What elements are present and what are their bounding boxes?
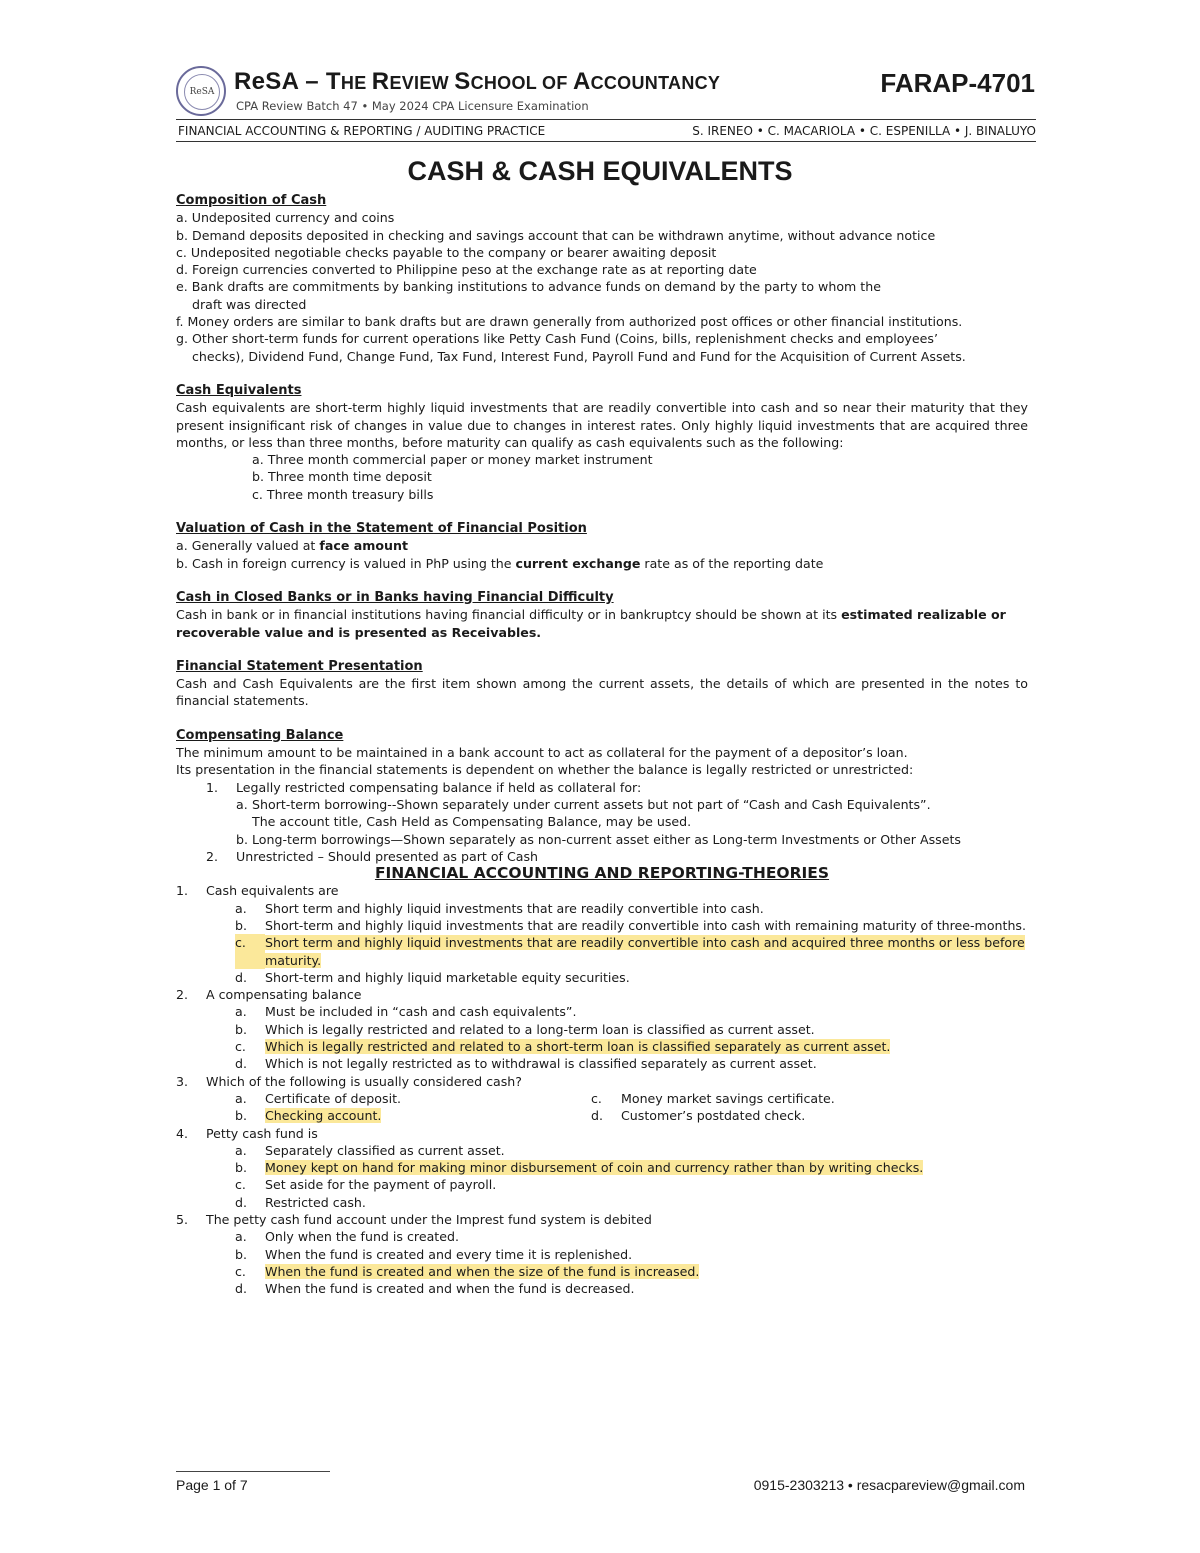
question-4: 4. Petty cash fund is [176,1125,318,1141]
option: d. Customer’s postdated check. [591,1108,806,1124]
section-heading-valuation: Valuation of Cash in the Statement of Financial Position [176,521,587,537]
list-item: 2. Unrestricted – Should presented as part of Cash [206,848,539,864]
option-answer: b. Money kept on hand for making minor disbursement of coin and currency rather than by writing checks. [235,1160,924,1176]
option: d. When the fund is created and when the fund is decreased. [235,1281,635,1297]
option: b. Which is legally restricted and related to a long-term loan is classified as current asset. [235,1021,815,1037]
question-3: 3. Which of the following is usually considered cash? [176,1073,522,1089]
option: b. When the fund is created and every time it is replenished. [235,1246,633,1262]
option: b. Short-term and highly liquid investments that are readily convertible into cash with remaining maturity of three-months. [235,917,1026,933]
valuation-item-b: b. Cash in foreign currency is valued in PhP using the current exchange rate as of the reporting date [176,555,824,571]
list-item: c. Undeposited negotiable checks payable to the company or bearer awaiting deposit [176,244,717,260]
list-item: c. Three month treasury bills [252,486,434,502]
authors-line: S. IRENEO • C. MACARIOLA • C. ESPENILLA • J. BINALUYO [692,124,1036,138]
list-item: b. Long-term borrowings—Shown separately as non-current asset either as Long-term Investments or Other Assets [236,831,961,847]
compensating-line2: Its presentation in the financial statements is dependent on whether the balance is legally restricted or unrestricted: [176,762,914,778]
page-number: Page 1 of 7 [176,1477,248,1493]
option: d. Restricted cash. [235,1194,366,1210]
option: d. Short-term and highly liquid marketable equity securities. [235,969,630,985]
option: a. Must be included in “cash and cash equivalents”. [235,1004,577,1020]
option: a. Separately classified as current asset. [235,1142,505,1158]
closed-banks-text: Cash in bank or in financial institutions having financial difficulty or in bankruptcy should be shown at its estimated realizable or recoverable value and is presented as Receivables. [176,607,1006,640]
option-answer: b. Checking account. [235,1108,382,1124]
section-heading-equivalents: Cash Equivalents [176,382,302,398]
question-2: 2. A compensating balance [176,987,362,1003]
batch-subtitle: CPA Review Batch 47 • May 2024 CPA Licensure Examination [236,99,589,113]
section-heading-presentation: Financial Statement Presentation [176,658,423,674]
option: c. Money market savings certificate. [591,1090,835,1106]
content [176,192,1028,1298]
question-5: 5. The petty cash fund account under the Imprest fund system is debited [176,1212,652,1228]
section-heading-closed-banks: Cash in Closed Banks or in Banks having Financial Difficulty [176,589,614,605]
composition-list [176,209,1028,365]
list-item: f. Money orders are similar to bank drafts but are drawn generally from authorized post offices or other financial institutions. [176,314,963,330]
presentation-text: Cash and Cash Equivalents are the first item shown among the current assets, the details of which are presented in the notes to financial statements. [176,676,1028,709]
option: a. Only when the fund is created. [235,1229,459,1245]
valuation-item-a: a. Generally valued at face amount [176,538,408,554]
list-item: g. Other short-term funds for current operations like Petty Cash Fund (Coins, bills, replenishment checks and employees’ checks), Dividend Fund, Change Fund, Tax Fund, Interest Fund, Payroll Fund and Fund for the Acquisition of Current Assets. [176,331,966,364]
header-rule-bottom [176,141,1036,142]
option: c. Set aside for the payment of payroll. [235,1177,497,1193]
subject-line: FINANCIAL ACCOUNTING & REPORTING / AUDITING PRACTICE [178,124,546,138]
option-answer: c. Which is legally restricted and related to a short-term loan is classified separately as current asset. [235,1039,891,1055]
list-item: a. Three month commercial paper or money market instrument [252,452,653,468]
section-heading-compensating: Compensating Balance [176,727,344,743]
school-name: ReSA – THE REVIEW SCHOOL OF ACCOUNTANCY [234,68,721,95]
section-heading-theories: FINANCIAL ACCOUNTING AND REPORTING-THEORIES [374,864,830,883]
list-item: b. Three month time deposit [252,469,432,485]
list-item: b. Demand deposits deposited in checking and savings account that can be withdrawn anytime, without advance notice [176,227,936,243]
compensating-line1: The minimum amount to be maintained in a bank account to act as collateral for the payment of a depositor’s loan. [176,745,908,761]
option: a. Certificate of deposit. [235,1090,402,1106]
resa-logo [176,66,226,116]
list-item: a. Short-term borrowing--Shown separately under current assets but not part of “Cash and Cash Equivalents”. The account title, Cash Held as Compensating Balance, may be used. [236,796,931,830]
resa-logo-text: ReSA [184,74,220,110]
option: d. Which is not legally restricted as to withdrawal is classified separately as current asset. [235,1056,817,1072]
option: a. Short term and highly liquid investments that are readily convertible into cash. [235,900,764,916]
option-answer: c. Short term and highly liquid investments that are readily convertible into cash and acquired three months or less before maturity. [235,935,1025,968]
question-1: 1. Cash equivalents are [176,883,339,899]
section-heading-composition: Composition of Cash [176,193,327,208]
list-item: d. Foreign currencies converted to Philippine peso at the exchange rate as at reporting date [176,262,757,278]
list-item: a. Undeposited currency and coins [176,210,395,226]
option-row [176,1107,1028,1124]
header-rule-top [176,119,1036,120]
document-code: FARAP-4701 [880,68,1035,98]
list-item: 1. Legally restricted compensating balance if held as collateral for: [206,779,642,795]
page-title: CASH & CASH EQUIVALENTS [407,156,793,186]
option-answer: c. When the fund is created and when the size of the fund is increased. [235,1263,700,1279]
footer-rule [176,1471,330,1472]
footer-contact: 0915-2303213 • resacpareview@gmail.com [753,1477,1025,1493]
list-item: e. Bank drafts are commitments by banking institutions to advance funds on demand by the party to whom the draft was directed [176,279,881,312]
option-row [176,1090,1028,1107]
equivalents-text: Cash equivalents are short-term highly liquid investments that are readily convertible into cash and so near their maturity that they present insignificant risk of changes in value due to changes in interest rates. Only highly liquid investments that are acquired three months, or less than three months, before maturity can qualify as cash equivalents such as the following: [176,400,1028,450]
